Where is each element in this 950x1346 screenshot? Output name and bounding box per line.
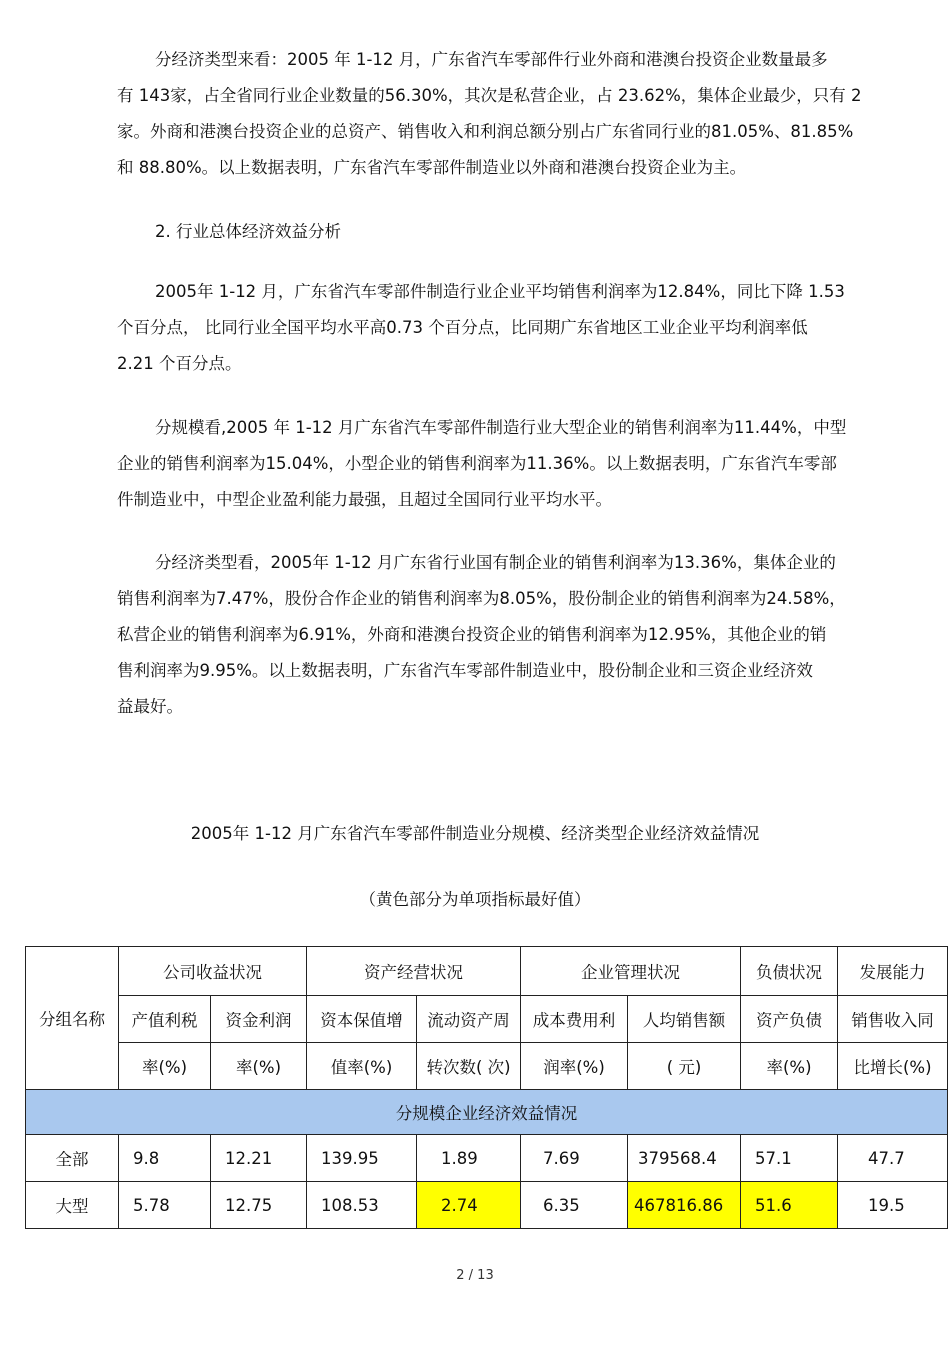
column-header-unit: 润率(%) [521, 1043, 628, 1090]
text-line: 家。外商和港澳台投资企业的总资产、销售收入和利润总额分别占广东省同行业的81.05%、81.85% [117, 122, 854, 141]
table-cell-best-value: 51.6 [741, 1182, 838, 1229]
text-line: 个百分点， 比同行业全国平均水平高0.73 个百分点，比同期广东省地区工业企业平均利润率低 [117, 318, 808, 337]
table-cell: 6.35 [521, 1182, 628, 1229]
text-line: 销售利润率为7.47%，股份合作企业的销售利润率为8.05%，股份制企业的销售利润率为24.58%， [117, 589, 846, 608]
column-header: 产值利税 [119, 996, 211, 1043]
column-header-unit: 转次数( 次) [417, 1043, 521, 1090]
text-line: 有 143家，占全省同行业企业数量的56.30%，其次是私营企业，占 23.62%，集体企业最少，只有 2 [117, 86, 862, 105]
text-line: 分经济类型来看：2005 年 1-12 月，广东省汽车零部件行业外商和港澳台投资企业数量最多 [155, 50, 828, 69]
text-line: 企业的销售利润率为15.04%，小型企业的销售利润率为11.36%。以上数据表明，广东省汽车零部 [117, 454, 837, 473]
text-line: 售利润率为9.95%。以上数据表明，广东省汽车零部件制造业中，股份制企业和三资企业经济效 [117, 661, 813, 680]
paragraph-by-scale [117, 410, 862, 518]
text-line: 分规模看,2005 年 1-12 月广东省汽车零部件制造行业大型企业的销售利润率为11.44%，中型 [155, 418, 847, 437]
table-cell: 108.53 [307, 1182, 417, 1229]
paragraph-by-ownership-profit [117, 545, 862, 725]
column-header: 人均销售额 [628, 996, 741, 1043]
table-cell-best-value: 467816.86 [628, 1182, 741, 1229]
table-row [26, 1135, 948, 1182]
column-header-unit: 值率(%) [307, 1043, 417, 1090]
table-cell: 7.69 [521, 1135, 628, 1182]
table-cell: 5.78 [119, 1182, 211, 1229]
header-group-name: 分组名称 [26, 947, 119, 1090]
column-header: 资本保值增 [307, 996, 417, 1043]
header-row-labels-top [26, 996, 948, 1043]
table-row [26, 1182, 948, 1229]
page-number: 2 / 13 [456, 1268, 494, 1283]
column-header: 销售收入同 [838, 996, 948, 1043]
text-line: 分经济类型看，2005年 1-12 月广东省行业国有制企业的销售利润率为13.36%，集体企业的 [155, 553, 836, 572]
paragraph-profit-rate [117, 274, 862, 382]
section-heading [117, 214, 862, 250]
table-title: 2005年 1-12 月广东省汽车零部件制造业分规模、经济类型企业经济效益情况 [190, 824, 760, 843]
header-group-debt: 负债状况 [741, 947, 838, 996]
table-cell: 139.95 [307, 1135, 417, 1182]
header-group-management: 企业管理状况 [521, 947, 741, 996]
section-title-by-scale: 分规模企业经济效益情况 [26, 1090, 948, 1135]
text-line: 2.21 个百分点。 [117, 354, 242, 373]
table-cell: 57.1 [741, 1135, 838, 1182]
header-group-growth: 发展能力 [838, 947, 948, 996]
column-header: 成本费用利 [521, 996, 628, 1043]
efficiency-table [25, 946, 948, 1229]
table-cell: 12.75 [211, 1182, 307, 1229]
column-header-unit: 率(%) [119, 1043, 211, 1090]
table-cell: 1.89 [417, 1135, 521, 1182]
paragraph-ownership-count [117, 42, 862, 186]
text-line: 2. 行业总体经济效益分析 [155, 222, 341, 241]
column-header: 资金利润 [211, 996, 307, 1043]
column-header: 流动资产周 [417, 996, 521, 1043]
text-line: 和 88.80%。以上数据表明，广东省汽车零部件制造业以外商和港澳台投资企业为主。 [117, 158, 747, 177]
row-label: 全部 [26, 1135, 119, 1182]
table-cell: 12.21 [211, 1135, 307, 1182]
column-header-unit: 率(%) [211, 1043, 307, 1090]
header-group-assets: 资产经营状况 [307, 947, 521, 996]
column-header-unit: 比增长(%) [838, 1043, 948, 1090]
header-row-labels-bottom [26, 1043, 948, 1090]
column-header-unit: ( 元) [628, 1043, 741, 1090]
text-line: 益最好。 [117, 697, 183, 716]
table-cell: 379568.4 [628, 1135, 741, 1182]
table-cell: 47.7 [838, 1135, 948, 1182]
row-label: 大型 [26, 1182, 119, 1229]
header-row-groups [26, 947, 948, 996]
column-header: 资产负债 [741, 996, 838, 1043]
table-cell-best-value: 2.74 [417, 1182, 521, 1229]
table-subtitle: （黄色部分为单项指标最好值） [359, 890, 591, 909]
section-row [26, 1090, 948, 1135]
text-line: 件制造业中，中型企业盈利能力最强，且超过全国同行业平均水平。 [117, 490, 612, 509]
text-line: 私营企业的销售利润率为6.91%，外商和港澳台投资企业的销售利润率为12.95%，其他企业的销 [117, 625, 827, 644]
table-cell: 19.5 [838, 1182, 948, 1229]
text-line: 2005年 1-12 月，广东省汽车零部件制造行业企业平均销售利润率为12.84%，同比下降 1.53 [155, 282, 845, 301]
column-header-unit: 率(%) [741, 1043, 838, 1090]
table-cell: 9.8 [119, 1135, 211, 1182]
header-group-income: 公司收益状况 [119, 947, 307, 996]
